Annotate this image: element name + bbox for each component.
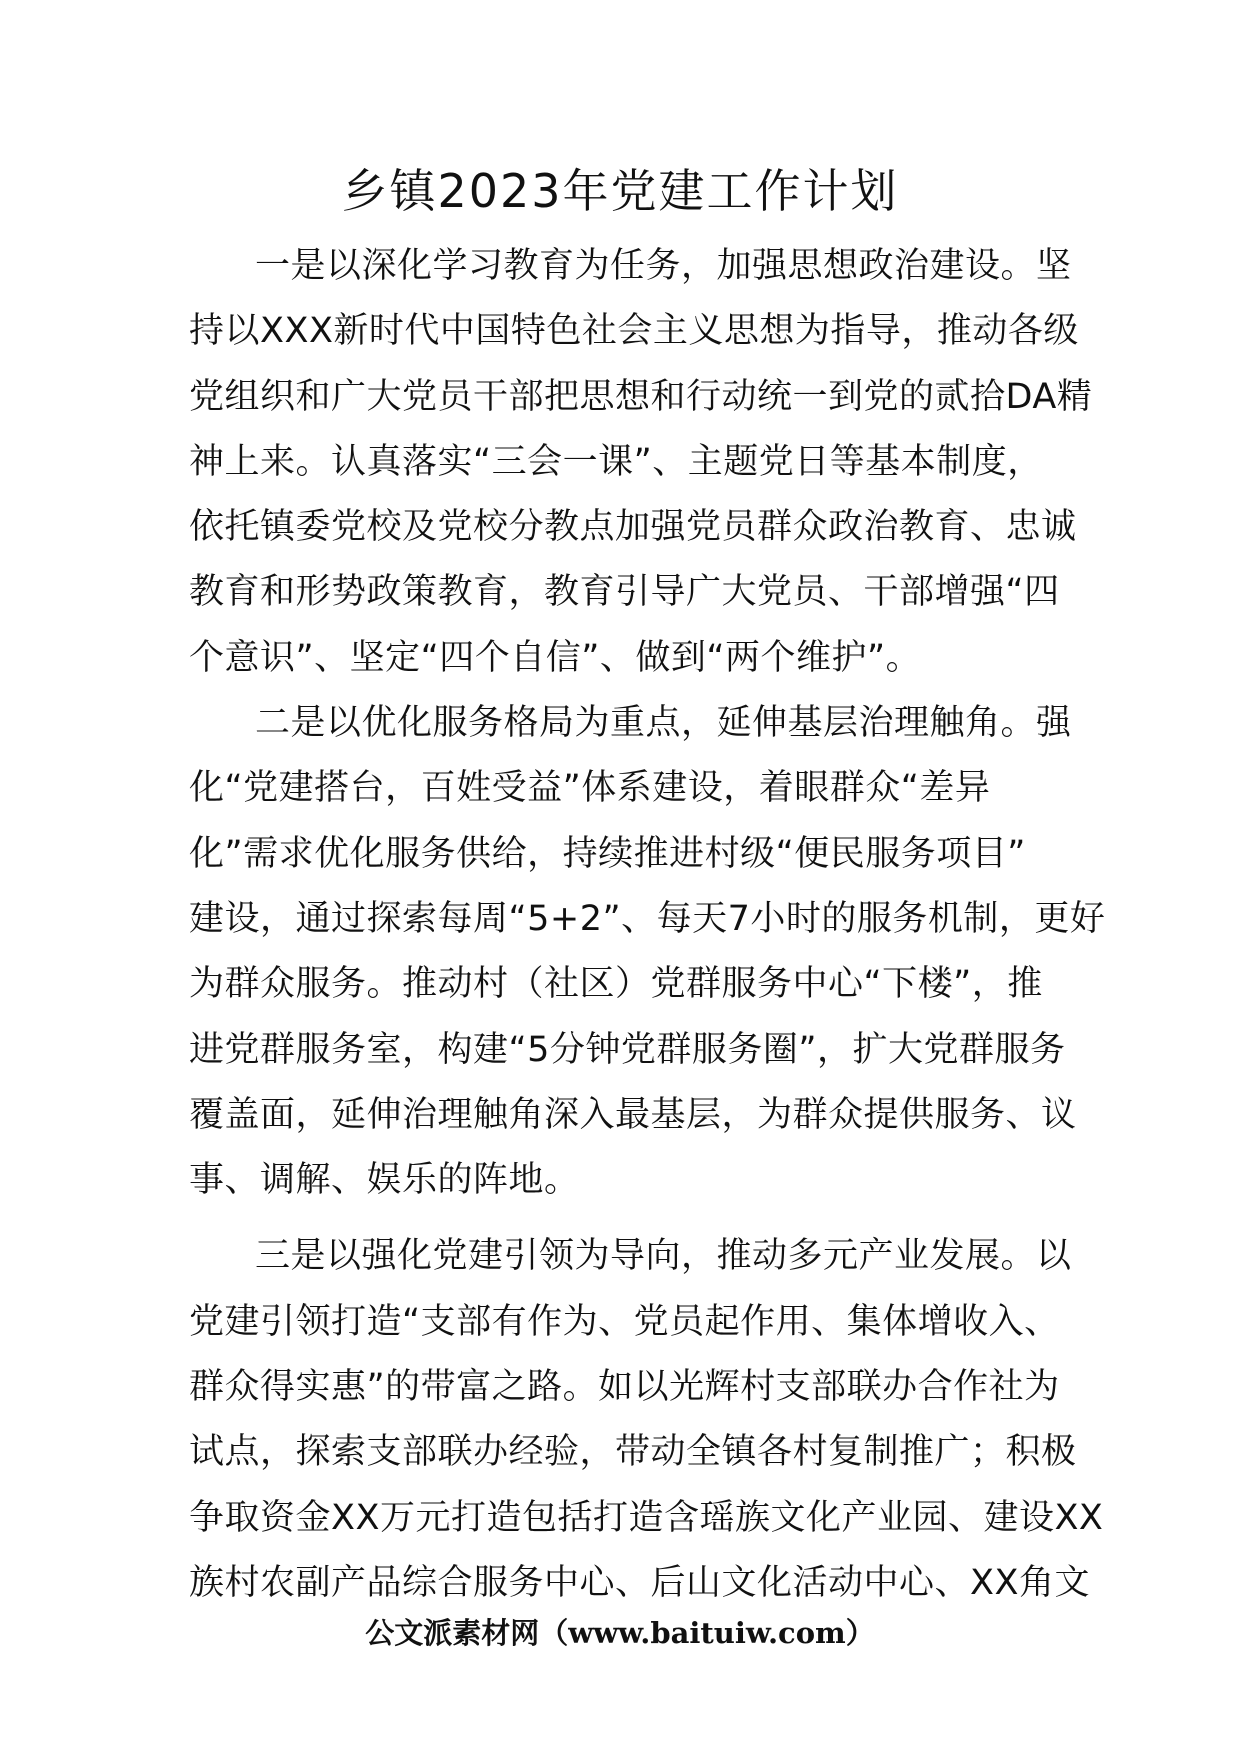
paragraph-line: 一是以深化学习教育为任务，加强思想政治建设。坚 — [255, 246, 1072, 286]
paragraph-line: 群众得实惠”的带富之路。如以光辉村支部联办合作社为 — [189, 1367, 1060, 1408]
paragraph-line: 二是以优化服务格局为重点，延伸基层治理触角。强 — [255, 703, 1072, 744]
source-watermark-footer: 公文派素材网（www.baituiw.com） — [365, 1616, 875, 1650]
paragraph-line: 三是以强化党建引领为导向，推动多元产业发展。以 — [255, 1236, 1072, 1277]
document-title: 乡镇2023年党建工作计划 — [341, 164, 899, 218]
paragraph-line: 依托镇委党校及党校分教点加强党员群众政治教育、忠诚 — [189, 507, 1077, 548]
paragraph-line: 教育和形势政策教育，教育引导广大党员、干部增强“四 — [189, 572, 1060, 613]
document-body — [189, 234, 1106, 1616]
paragraph-line: 覆盖面，延伸治理触角深入最基层，为群众提供服务、议 — [189, 1094, 1077, 1135]
paragraph-line: 试点，探索支部联办经验，带动全镇各村复制推广；积极 — [189, 1432, 1077, 1473]
paragraph-line: 争取资金XX万元打造包括打造含瑶族文化产业园、建设XX — [189, 1497, 1104, 1538]
paragraph-line: 个意识”、坚定“四个自信”、做到“两个维护”。 — [189, 637, 922, 678]
paragraph-line: 神上来。认真落实“三会一课”、主题党日等基本制度， — [189, 441, 1043, 482]
paragraph-line: 化”需求优化服务供给，持续推进村级“便民服务项目” — [189, 833, 1026, 874]
paragraph-line: 族村农副产品综合服务中心、后山文化活动中心、XX角文 — [189, 1562, 1090, 1603]
paragraph-line: 党组织和广大党员干部把思想和行动统一到党的贰拾DA精 — [189, 376, 1093, 417]
paragraph-line: 化“党建搭台，百姓受益”体系建设，着眼群众“差异 — [189, 768, 991, 809]
paragraph-line: 党建引领打造“支部有作为、党员起作用、集体增收入、 — [189, 1301, 1060, 1342]
paragraph-line: 建设，通过探索每周“5+2”、每天7小时的服务机制，更好 — [189, 898, 1106, 939]
paragraph-line: 为群众服务。推动村（社区）党群服务中心“下楼”，推 — [189, 964, 1043, 1005]
paragraph-line: 事、调解、娱乐的阵地。 — [189, 1160, 580, 1201]
paragraph-line: 持以XXX新时代中国特色社会主义思想为指导，推动各级 — [189, 311, 1079, 352]
paragraph-line: 进党群服务室，构建“5分钟党群服务圈”，扩大党群服务 — [189, 1029, 1066, 1070]
